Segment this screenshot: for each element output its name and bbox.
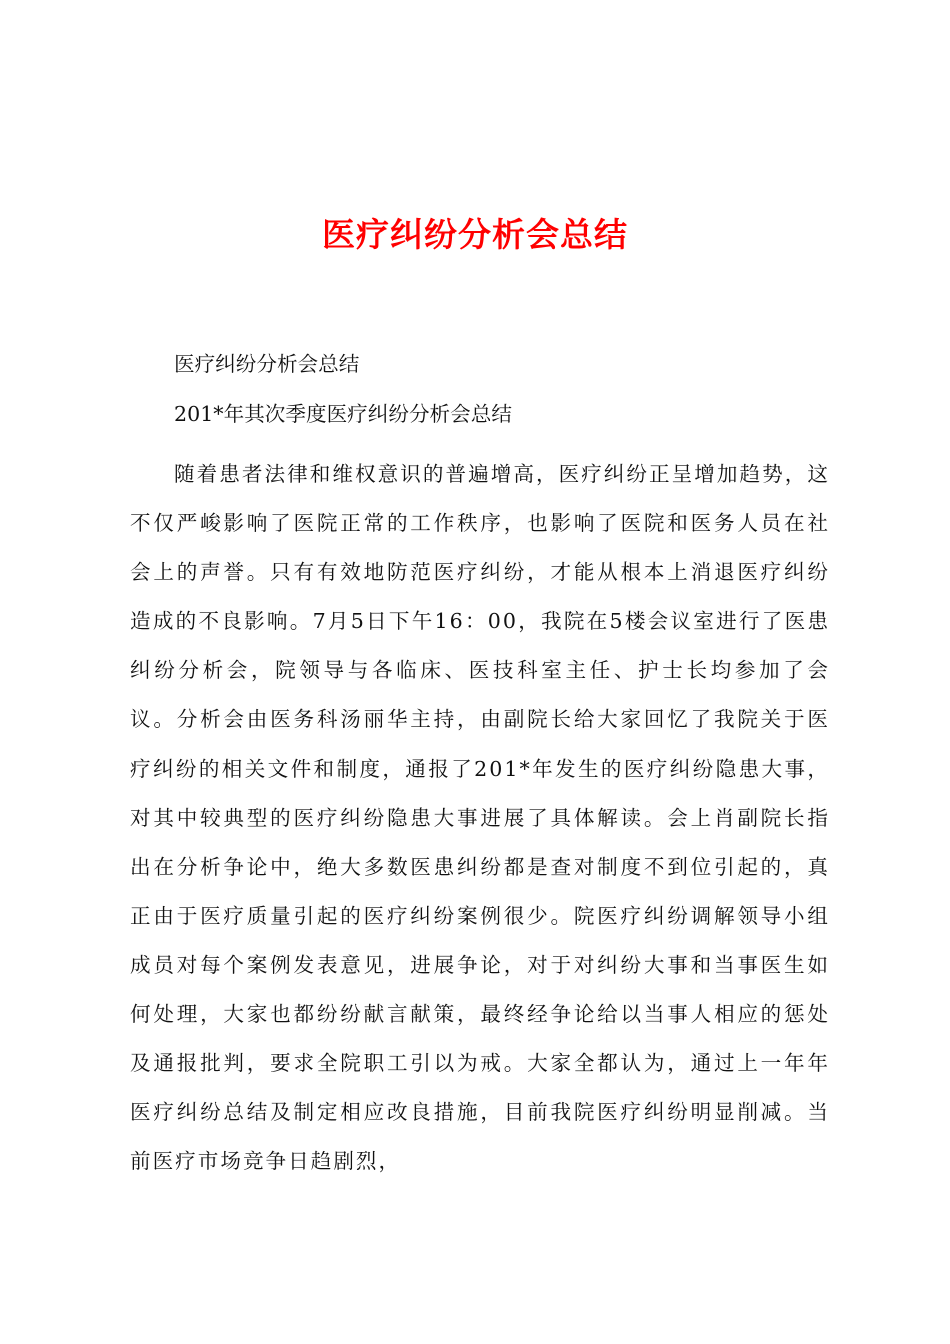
subtitle-line: 医疗纠纷分析会总结 xyxy=(174,352,360,376)
document-title: 医疗纠纷分析会总结 xyxy=(322,215,628,254)
period-line: 201*年其次季度医疗纠纷分析会总结 xyxy=(174,402,512,426)
body-paragraph: 随着患者法律和维权意识的普遍增高，医疗纠纷正呈增加趋势，这不仅严峻影响了医院正常的工作秩序，也影响了医院和医务人员在社会上的声誉。只有有效地防范医疗纠纷，才能从根本上消退医疗纠纷造成的不良影响。7月5日下午16：00，我院在5楼会议室进行了医患纠纷分析会，院领导与各临床、医技科室主任、护士长均参加了会议。分析会由医务科汤丽华主持，由副院长给大家回忆了我院关于医疗纠纷的相关文件和制度，通报了201*年发生的医疗纠纷隐患大事，对其中较典型的医疗纠纷隐患大事进展了具体解读。会上肖副院长指出在分析争论中，绝大多数医患纠纷都是查对制度不到位引起的，真正由于医疗质量引起的医疗纠纷案例很少。院医疗纠纷调解领导小组成员对每个案例发表意见，进展争论，对于对纠纷大事和当事医生如何处理，大家也都纷纷献言献策，最终经争论给以当事人相应的惩处及通报批判，要求全院职工引以为戒。大家全都认为，通过上一年年医疗纠纷总结及制定相应改良措施，目前我院医疗纠纷明显削减。当前医疗市场竞争日趋剧烈， xyxy=(130,462,830,1174)
